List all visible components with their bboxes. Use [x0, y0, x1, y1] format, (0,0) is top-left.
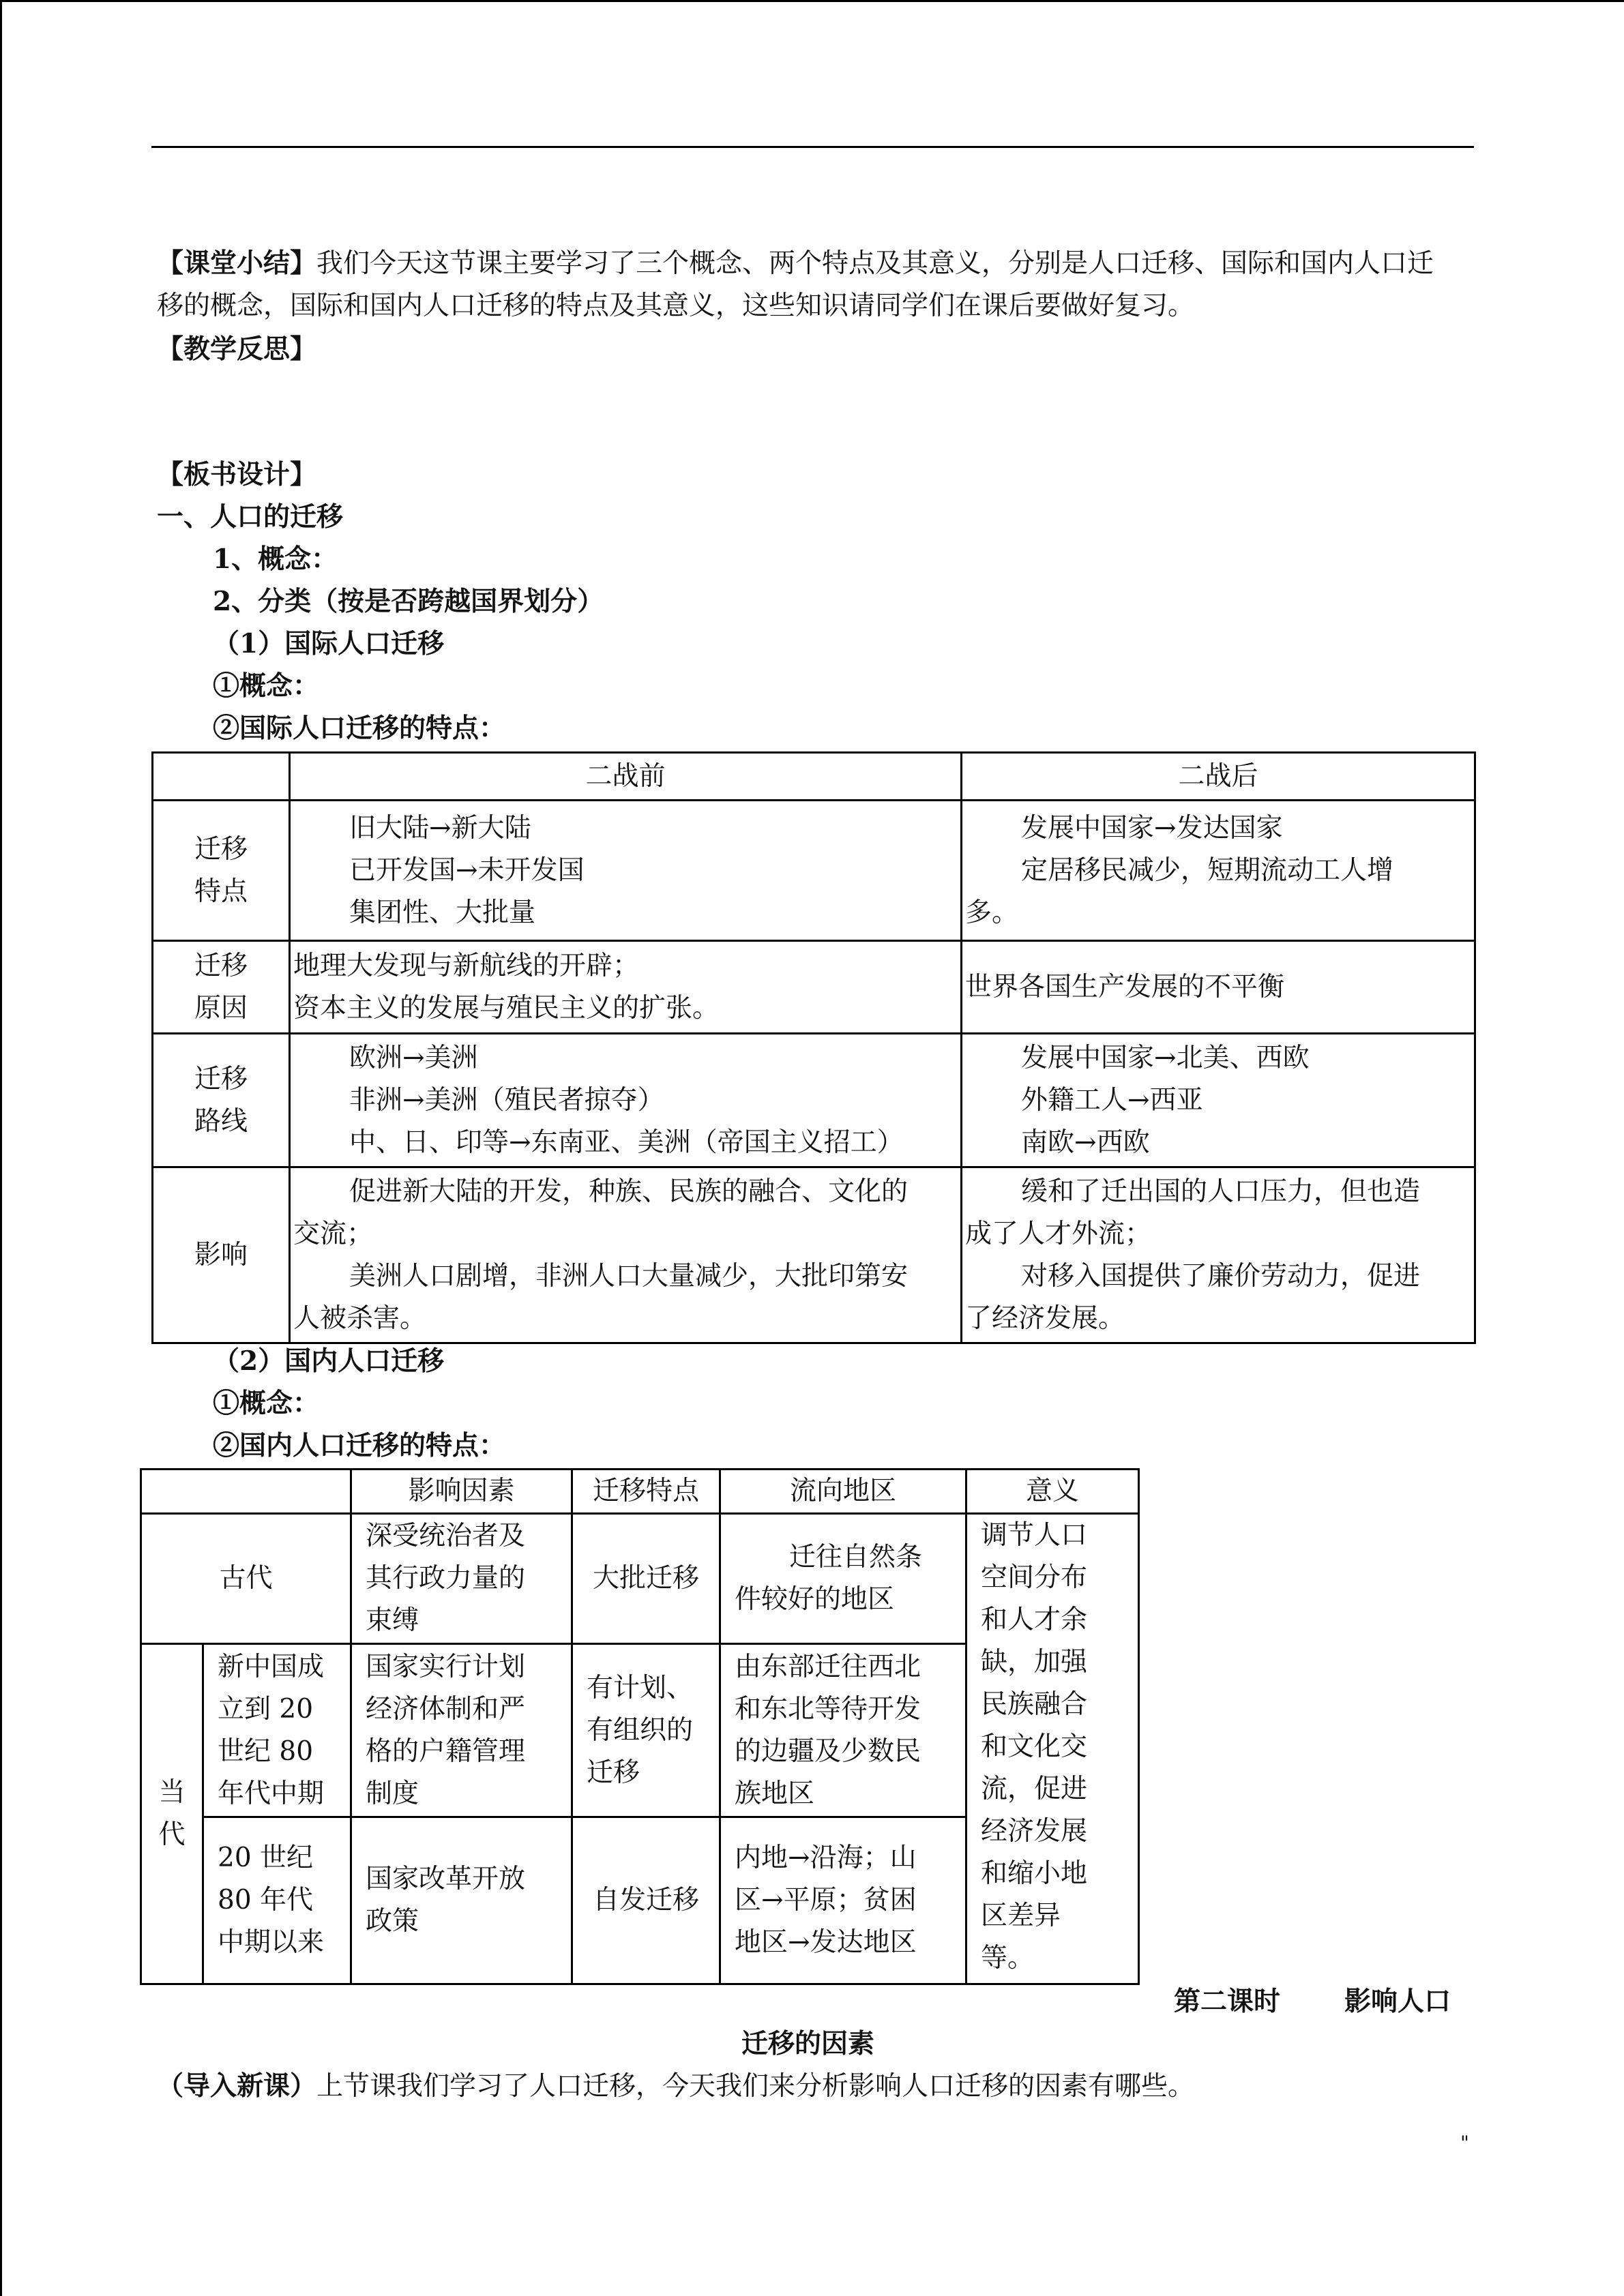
intl-features-label: ②国际人口迁移的特点： [213, 713, 506, 744]
row-label-line: 原因 [194, 992, 248, 1024]
dom-migration-table [140, 1468, 1140, 1985]
table-header-cell: 二战前 [290, 753, 962, 801]
table-header-row [141, 1470, 1139, 1514]
cell-line: 经济体制和严 [366, 1693, 526, 1725]
table-header-row [153, 753, 1475, 801]
cell-line: 交流； [293, 1218, 374, 1249]
meaning-cell [966, 1514, 1139, 1984]
table-header-cell: 流向地区 [720, 1470, 966, 1514]
cell-line: 内地→沿海；山 [735, 1843, 917, 1873]
section-1-heading: 一、人口的迁移 [157, 501, 344, 533]
cell-line: 定居移民减少，短期流动工人增 [1021, 854, 1394, 886]
table-header-cell [153, 753, 290, 801]
page-border-left [0, 0, 2, 2296]
page-border-top [0, 0, 1624, 2]
cell-line: 立到 20 [218, 1693, 314, 1725]
row-label-line: 迁移 [194, 950, 248, 981]
cell-line: 的边疆及少数民 [735, 1735, 921, 1767]
intro-label: （导入新课） [157, 2070, 317, 2102]
lesson2-title-part2: 影响人口 [1344, 1986, 1451, 2017]
cell-line: 中、日、印等→东南亚、美洲（帝国主义招工） [349, 1127, 904, 1158]
row-label-cell [153, 941, 290, 1034]
cell-line: 经济发展 [981, 1816, 1088, 1847]
cell-line: 由东部迁往西北 [735, 1651, 921, 1682]
cell-line: 已开发国→未开发国 [349, 854, 585, 886]
feature-cell [572, 1817, 720, 1984]
row-label-line: 迁移 [194, 833, 248, 865]
summary-paragraph [157, 242, 1453, 327]
cell-line: 地理大发现与新航线的开辟； [293, 950, 640, 981]
intl-migration-table [151, 751, 1476, 1344]
cell-line: 流，促进 [981, 1774, 1088, 1804]
after-cell [962, 801, 1475, 941]
cell-line: 非洲→美洲（殖民者掠夺） [349, 1084, 664, 1116]
intl-migration-heading: （1）国际人口迁移 [213, 628, 445, 659]
cell-line: 等。 [981, 1943, 1035, 1973]
feature-cell: 大批迁移 [572, 1514, 720, 1644]
cell-line: 民族融合 [981, 1689, 1088, 1720]
cell-line: 当 [158, 1777, 186, 1808]
cell-line: 多。 [965, 897, 1019, 928]
table-row [153, 1167, 1475, 1343]
region-cell [720, 1817, 966, 1984]
intro-paragraph [157, 2065, 1194, 2108]
period-cell: 古代 [141, 1514, 351, 1644]
table-header-cell: 二战后 [962, 753, 1475, 801]
cell-line: 区→平原；贫困 [735, 1885, 917, 1915]
table-row [153, 941, 1475, 1034]
row-label-line: 影响 [194, 1239, 248, 1270]
table-row [141, 1514, 1139, 1644]
cell-line: 集团性、大批量 [349, 897, 536, 928]
table-header-cell: 迁移特点 [572, 1470, 720, 1514]
before-cell [290, 941, 962, 1034]
cell-line: 迁移 [587, 1757, 640, 1788]
cell-line: 制度 [366, 1778, 419, 1809]
dom-migration-heading: （2）国内人口迁移 [213, 1345, 445, 1377]
cell-line: 80 年代 [218, 1885, 314, 1915]
factor-cell [351, 1817, 572, 1984]
cell-line: 新中国成 [218, 1651, 325, 1682]
cell-line: 世界各国生产发展的不平衡 [965, 971, 1285, 1002]
cell-line: 和东北等待开发 [735, 1693, 921, 1725]
cell-line: 族地区 [735, 1778, 815, 1809]
cell-line: 年代中期 [218, 1778, 325, 1809]
outline-item-concept: 1、概念： [213, 543, 338, 575]
feature-cell [572, 1644, 720, 1817]
cell-line: 和文化交 [981, 1731, 1088, 1762]
row-label-cell [153, 801, 290, 941]
row-label-line: 路线 [194, 1105, 248, 1137]
cell-line: 国家实行计划 [366, 1651, 526, 1682]
outline-item-classification: 2、分类（按是否跨越国界划分） [213, 586, 604, 617]
summary-label: 【课堂小结】 [157, 248, 317, 279]
cell-line: 和人才余 [981, 1605, 1088, 1635]
cell-line: 发展中国家→发达国家 [1021, 812, 1283, 844]
board-heading: 【板书设计】 [157, 459, 317, 490]
cell-line: 人被杀害。 [293, 1302, 427, 1334]
row-label-cell [153, 1167, 290, 1343]
lesson2-title-part3: 迁移的因素 [741, 2028, 875, 2059]
cell-line: 促进新大陆的开发，种族、民族的融合、文化的 [349, 1176, 909, 1207]
intro-text: 上节课我们学习了人口迁移，今天我们来分析影响人口迁移的因素有哪些。 [316, 2071, 1195, 2102]
dom-concept-label: ①概念： [213, 1388, 320, 1419]
region-cell [720, 1514, 966, 1644]
cell-line: 区差异 [981, 1900, 1061, 1931]
reflection-heading: 【教学反思】 [157, 333, 317, 365]
header-rule [151, 146, 1474, 148]
footer-mark: " [1460, 2132, 1469, 2154]
after-cell [962, 941, 1475, 1034]
cell-line: 20 世纪 [218, 1843, 314, 1873]
cell-line: 代 [158, 1819, 186, 1850]
summary-text: 我们今天这节课主要学习了三个概念、两个特点及其意义，分别是人口迁移、国际和国内人口迁移的概念，国际和国内人口迁移的特点及其意义，这些知识请同学们在课后要做好复习。 [157, 248, 1434, 321]
before-cell [290, 801, 962, 941]
factor-cell [351, 1644, 572, 1817]
cell-line: 缺，加强 [981, 1647, 1088, 1678]
cell-line: 外籍工人→西亚 [1021, 1084, 1203, 1116]
period-cell [203, 1644, 351, 1817]
cell-line: 旧大陆→新大陆 [349, 812, 531, 844]
factor-cell [351, 1514, 572, 1644]
cell-line: 政策 [366, 1906, 419, 1937]
cell-line: 调节人口 [981, 1520, 1088, 1551]
row-label-cell [153, 1034, 290, 1167]
before-cell [290, 1167, 962, 1343]
cell-line: 地区→发达地区 [735, 1927, 917, 1958]
cell-line: 资本主义的发展与殖民主义的扩张。 [293, 992, 720, 1024]
cell-line: 空间分布 [981, 1562, 1088, 1593]
cell-line: 格的户籍管理 [366, 1735, 526, 1767]
dom-features-label: ②国内人口迁移的特点： [213, 1430, 506, 1461]
after-cell [962, 1167, 1475, 1343]
cell-line: 发展中国家→北美、西欧 [1021, 1042, 1310, 1073]
table-header-cell: 影响因素 [351, 1470, 572, 1514]
cell-line: 了经济发展。 [965, 1302, 1125, 1334]
cell-line: 有计划、 [587, 1672, 694, 1703]
cell-line: 迁往自然条 [789, 1542, 923, 1572]
cell-line: 对移入国提供了廉价劳动力，促进 [1021, 1260, 1421, 1292]
row-label-line: 迁移 [194, 1063, 248, 1094]
cell-line: 世纪 80 [218, 1735, 314, 1767]
table-header-cell: 意义 [966, 1470, 1139, 1514]
cell-line: 束缚 [366, 1605, 419, 1636]
cell-line: 件较好的地区 [735, 1584, 895, 1615]
modern-label-cell [141, 1644, 203, 1984]
cell-line: 自发迁移 [592, 1885, 699, 1915]
cell-line: 成了人才外流； [965, 1218, 1152, 1249]
before-cell [290, 1034, 962, 1167]
cell-line: 南欧→西欧 [1021, 1127, 1150, 1158]
intl-concept-label: ①概念： [213, 670, 320, 702]
cell-line: 缓和了迁出国的人口压力，但也造 [1021, 1176, 1421, 1207]
region-cell [720, 1644, 966, 1817]
cell-line: 有组织的 [587, 1714, 694, 1746]
cell-line: 国家改革开放 [366, 1864, 526, 1894]
cell-line: 和缩小地 [981, 1858, 1088, 1889]
cell-line: 美洲人口剧增，非洲人口大量减少，大批印第安 [349, 1260, 909, 1292]
period-cell [203, 1817, 351, 1984]
cell-line: 欧洲→美洲 [349, 1042, 478, 1073]
row-label-line: 特点 [194, 876, 248, 907]
table-header-cell [141, 1470, 351, 1514]
table-row [153, 801, 1475, 941]
cell-line: 深受统治者及 [366, 1521, 526, 1551]
cell-line: 中期以来 [218, 1927, 325, 1958]
after-cell [962, 1034, 1475, 1167]
cell-line: 其行政力量的 [366, 1563, 526, 1594]
table-row [153, 1034, 1475, 1167]
lesson2-title-part1: 第二课时 [1174, 1986, 1281, 2017]
